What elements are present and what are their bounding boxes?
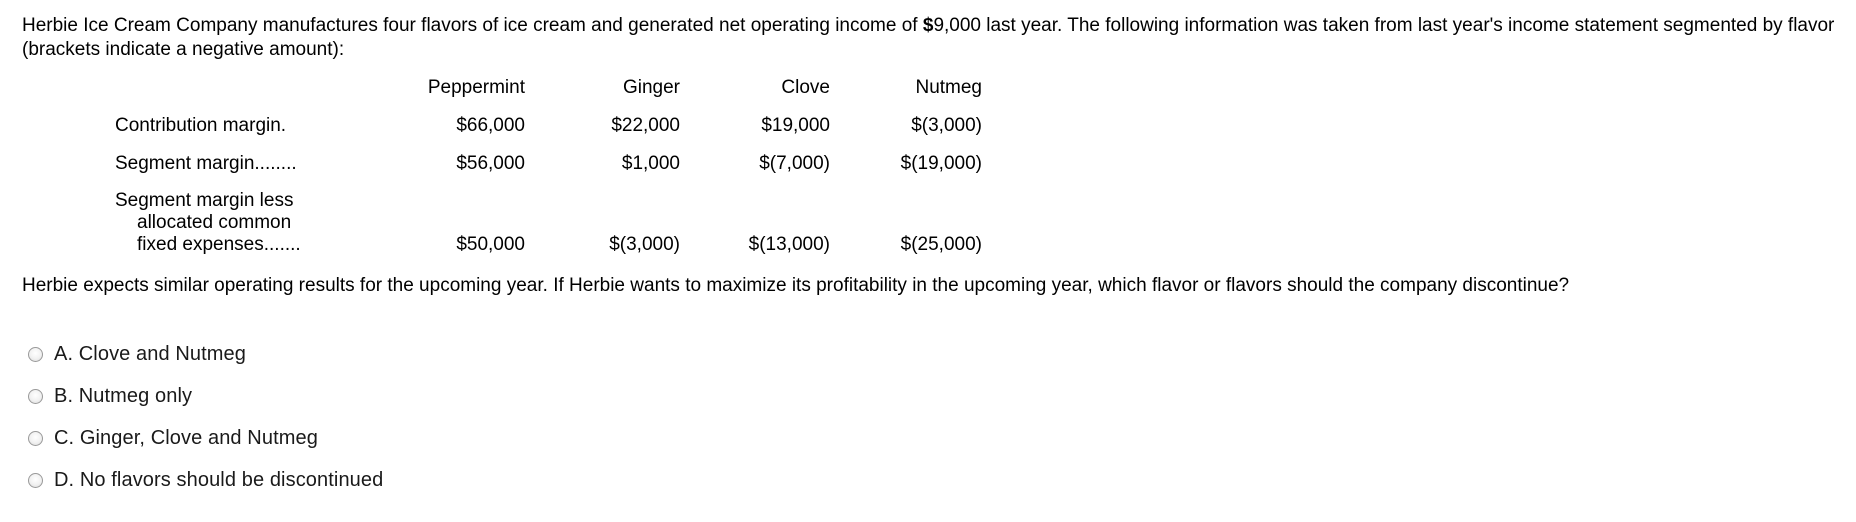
answer-option-c[interactable] [28, 417, 383, 459]
column-header: Nutmeg [915, 77, 982, 98]
row-label: Contribution margin. [115, 115, 287, 136]
table-cell: $(3,000) [911, 115, 982, 136]
table-cell: $19,000 [761, 115, 830, 136]
answer-option-label: B. Nutmeg only [54, 384, 193, 407]
column-header: Ginger [622, 77, 680, 98]
radio-button-icon[interactable] [28, 347, 43, 362]
table-cell: $22,000 [611, 115, 680, 136]
table-cell: $56,000 [456, 153, 525, 174]
table-cell: $(13,000) [748, 234, 830, 255]
table-row [22, 190, 982, 256]
question-intro [22, 14, 1842, 62]
radio-button-icon[interactable] [28, 431, 43, 446]
intro-amount-symbol: $ [922, 15, 934, 36]
answer-options [28, 333, 383, 501]
column-header: Peppermint [427, 77, 525, 98]
answer-option-label: D. No flavors should be discontinued [54, 468, 384, 491]
radio-button-icon[interactable] [28, 473, 43, 488]
question-followup: Herbie expects similar operating results for the upcoming year. If Herbie wants to maximize its profitability in the upcoming year, which flavor or flavors should the company discontinue? [22, 275, 1570, 296]
intro-text-part1: Herbie Ice Cream Company manufactures four flavors of ice cream and generated net operating income of [22, 15, 923, 36]
row-label-line: fixed expenses....... [137, 234, 301, 255]
table-cell: $66,000 [456, 115, 525, 136]
answer-option-label: C. Ginger, Clove and Nutmeg [54, 426, 318, 449]
table-cell: $(7,000) [759, 153, 830, 174]
table-row [22, 152, 982, 190]
answer-option-label: A. Clove and Nutmeg [54, 342, 246, 365]
answer-option-a[interactable] [28, 333, 383, 375]
table-header-row [22, 76, 982, 114]
table-cell: $(3,000) [609, 234, 680, 255]
column-header: Clove [781, 77, 830, 98]
radio-button-icon[interactable] [28, 389, 43, 404]
row-label [22, 190, 425, 256]
table-cell: $1,000 [621, 153, 680, 174]
row-label-line: allocated common [137, 212, 292, 233]
intro-text-part2: 9,000 last year. The following information was taken from last year's income statement segmented by flavor (brackets indicate a negative amount): [22, 15, 1835, 60]
question-block [22, 14, 1842, 296]
row-label: Segment margin........ [115, 153, 297, 174]
segment-income-table [22, 76, 982, 256]
row-label-line: Segment margin less [115, 190, 294, 211]
table-header-empty [22, 76, 425, 114]
table-cell: $(25,000) [900, 234, 982, 255]
table-cell: $50,000 [456, 234, 525, 255]
answer-option-b[interactable] [28, 375, 383, 417]
table-row [22, 114, 982, 152]
table-cell: $(19,000) [900, 153, 982, 174]
answer-option-d[interactable] [28, 459, 383, 501]
